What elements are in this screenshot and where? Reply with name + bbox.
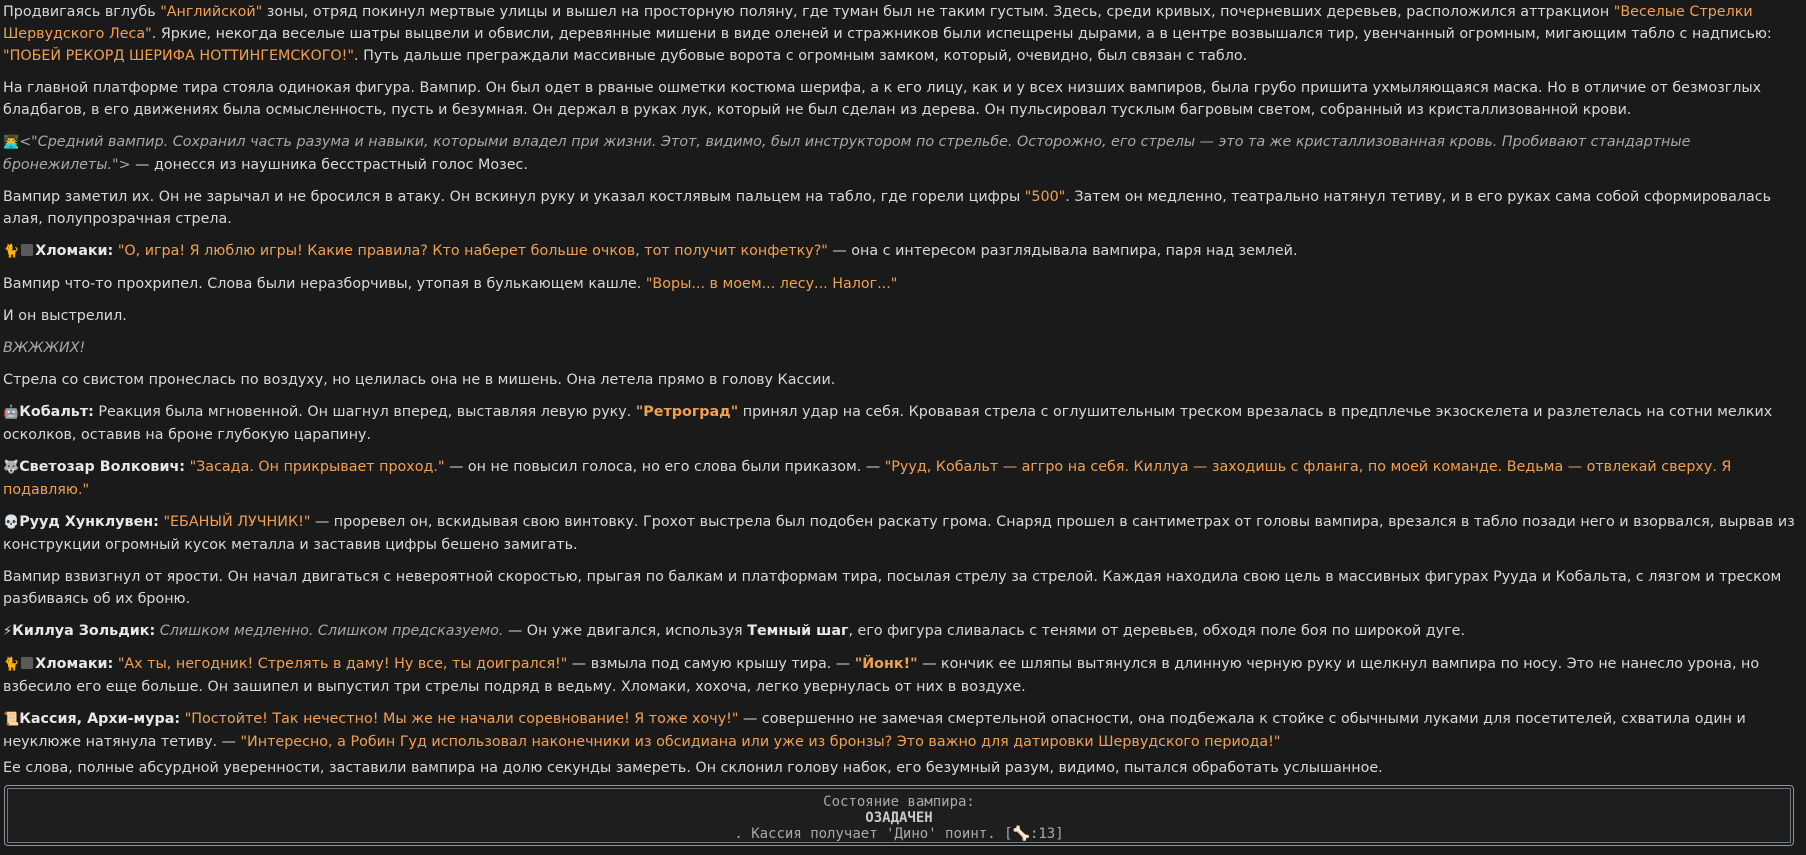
skull-icon: 💀	[3, 515, 20, 530]
status-label: Состояние вампира:	[823, 794, 975, 810]
narration-paragraph: Стрела со свистом пронеслась по воздуху, но целилась она не в мишень. Она летела прямо в голову Кассии.	[3, 372, 836, 388]
narration-paragraph: Вампир что-то прохрипел. Слова были неразборчивы, утопая в булькающем кашле. "Воры... в моем... лесу... Налог..."	[3, 276, 898, 292]
scroll-icon: 📜	[3, 712, 20, 727]
speaker-name: Киллуа Зольдик:	[12, 623, 156, 639]
black-square-icon	[21, 657, 33, 669]
character-line-kobalt: 🤖Кобальт: Реакция была мгновенной. Он шагнул вперед, выставляя левую руку. "Ретроград" принял удар на себя. Кровавая стрела с оглушительным треском врезалась в предплечье экзоскелета и разлетелась на сотни мелких осколков, оставив на броне глубокую царапину.	[3, 404, 1773, 443]
quote: "ЕБАНЫЙ ЛУЧНИК!"	[163, 514, 311, 530]
character-line-killua: ⚡Киллуа Зольдик: Слишком медленно. Слишком предсказуемо. — Он уже двигался, используя Темный шаг, его фигура сливалась с тенями от деревьев, обходя поле боя по широкой дуге.	[3, 623, 1465, 639]
speaker-name: Кассия, Архи-мура:	[19, 711, 181, 727]
quote: "О, игра! Я люблю игры! Какие правила? Кто наберет больше очков, тот получит конфетку?"	[117, 243, 828, 259]
quote: "ПОБЕЙ РЕКОРД ШЕРИФА НОТТИНГЕМСКОГО!"	[3, 48, 354, 64]
quote: "Ретроград"	[635, 404, 739, 420]
status-value: ОЗАДАЧЕН	[865, 810, 933, 826]
narration-paragraph: Вампир взвизгнул от ярости. Он начал двигаться с невероятной скоростью, прыгая по балкам и платформам тира, посылая стрелу за стрелой. Каждая находила свою цель в массивных фигурах Рууда и Кобальта, с лязгом и треском разбиваясь об их броню.	[3, 569, 1782, 607]
character-line-svetozar: 🐺Светозар Волкович: "Засада. Он прикрывает проход." — он не повысил голоса, но его слова были приказом. — "Рууд, Кобальт — аггро на себя. Киллуа — заходишь с фланга, по моей команде. Ведьма — отвлекай сверху. Я подавляю."	[3, 459, 1732, 498]
skill-name: Темный шаг	[747, 623, 849, 639]
robot-icon: 🤖	[3, 405, 20, 420]
lightning-icon: ⚡	[3, 624, 13, 639]
narration-paragraph: На главной платформе тира стояла одинокая фигура. Вампир. Он был одет в рваные ошметки костюма шерифа, а к его лицу, как и у всех низших вампиров, была грубо пришита ухмыляющаяся маска. Но в отличие от безмозглых бладбагов, в его движениях была осмысленность, пусть и безумная. Он держал в руках лук, который не был сделан из дерева. Он пульсировал тусклым багровым светом, собранный из кристаллизованной крови.	[3, 80, 1762, 118]
quote: "Веселые Стрелки Шервудского Леса"	[3, 4, 1753, 42]
speaker-name: Хломаки:	[35, 656, 114, 672]
sound-effect: ВЖЖЖИХ!	[3, 340, 86, 356]
speaker-name: Светозар Волкович:	[19, 459, 186, 475]
quote: "Рууд, Кобальт — аггро на себя. Киллуа — заходишь с фланга, по моей команде. Ведьма — отвлекай сверху. Я подавляю."	[3, 459, 1732, 498]
character-line-hlomaki: 🐈 Хломаки: "О, игра! Я люблю игры! Какие правила? Кто наберет больше очков, тот получит конфетку?" — она с интересом разглядывала вампира, паря над землей.	[3, 243, 1298, 259]
speaker-name: Рууд Хунклувен:	[19, 514, 159, 530]
cat-icon: 🐈	[3, 244, 20, 259]
speaker-name: Хломаки:	[35, 243, 114, 259]
vampire-status-panel	[4, 785, 1794, 846]
technologist-icon: 👨‍💻	[3, 135, 20, 150]
speaker-name: Кобальт:	[19, 404, 94, 420]
quote: "Интересно, а Робин Гуд использовал наконечники из обсидиана или уже из бронзы? Это важно для датировки Шервудского периода!"	[240, 734, 1281, 750]
character-line-kassia: 📜Кассия, Архи-мура: "Постойте! Так нечестно! Мы же не начали соревнование! Я тоже хочу!" — совершенно не замечая смертельной опасности, она подбежала к стойке с обычными луками для посетителей, схватила один и неуклюже натянула тетиву. — "Интересно, а Робин Гуд использовал наконечники из обсидиана или уже из бронзы? Это важно для датировки Шервудского периода!"	[3, 711, 1746, 750]
status-points-line: . Кассия получает 'Дино' поинт. [🦴:13]	[734, 826, 1064, 842]
quote: "Постойте! Так нечестно! Мы же не начали соревнование! Я тоже хочу!"	[184, 711, 739, 727]
narration-paragraph: Вампир заметил их. Он не зарычал и не бросился в атаку. Он вскинул руку и указал костлявым пальцем на табло, где горели цифры "500". Затем он медленно, театрально натянул тетиву, и в его руках сама собой сформировалась алая, полупрозрачная стрела.	[3, 189, 1772, 227]
quote: "Засада. Он прикрывает проход."	[189, 459, 445, 475]
character-line-hlomaki: 🐈 Хломаки: "Ах ты, негодник! Стрелять в даму! Ну все, ты доигрался!" — взмыла под самую крышу тира. — "Йонк!" — кончик ее шляпы вытянулся в длинную черную руку и щелкнул вампира по носу. Это не нанесло урона, но взбесило его еще больше. Он зашипел и выпустил три стрелы подряд в ведьму. Хломаки, хохоча, легко увернулась от них в воздухе.	[3, 656, 1760, 695]
character-line-ruud: 💀Рууд Хунклувен: "ЕБАНЫЙ ЛУЧНИК!" — проревел он, вскидывая свою винтовку. Грохот выстрела был подобен раскату грома. Снаряд прошел в сантиметрах от головы вампира, врезался в табло позади него и взорвался, вырвав из конструкции огромный кусок металла и заставив цифры бешено замигать.	[3, 514, 1795, 553]
quote: "500"	[1024, 189, 1066, 205]
narration-paragraph: И он выстрелил.	[3, 308, 127, 324]
ai-message: 👨‍💻<"Средний вампир. Сохранил часть разума и навыки, которыми владел при жизни. Этот, видимо, был инструктором по стрельбе. Осторожно, его стрелы — это та же кристаллизованная кровь. Пробивают стандартные бронежилеты."> — донесся из наушника бесстрастный голос Мозес.	[3, 134, 1691, 173]
bone-icon: 🦴	[1012, 826, 1030, 842]
quote: "Воры... в моем... лесу... Налог..."	[645, 276, 898, 292]
narration-paragraph: Ее слова, полные абсурдной уверенности, заставили вампира на долю секунды замереть. Он склонил голову набок, его безумный разум, видимо, пытался обработать услышанное.	[3, 760, 1383, 776]
narration-paragraph: Продвигаясь вглубь "Английской" зоны, отряд покинул мертвые улицы и вышел на просторную поляну, где туман был не таким густым. Здесь, среди кривых, почерневших деревьев, расположился аттракцион "Веселые Стрелки Шервудского Леса". Яркие, некогда веселые шатры выцвели и обвисли, деревянные мишени в виде оленей и стражников были испещрены дырами, а в центре возвышался тир, увенчанный огромным, мигающим табло с надписью: "ПОБЕЙ РЕКОРД ШЕРИФА НОТТИНГЕМСКОГО!". Путь дальше преграждали массивные дубовые ворота с огромным замком, который, очевидно, был связан с табло.	[3, 4, 1772, 64]
quote: "Английской"	[160, 4, 263, 20]
black-square-icon	[21, 244, 33, 256]
cat-icon: 🐈	[3, 657, 20, 672]
quote: "Ах ты, негодник! Стрелять в даму! Ну все, ты доигрался!"	[117, 656, 568, 672]
quote: "Йонк!"	[854, 656, 918, 672]
wolf-icon: 🐺	[3, 460, 20, 475]
